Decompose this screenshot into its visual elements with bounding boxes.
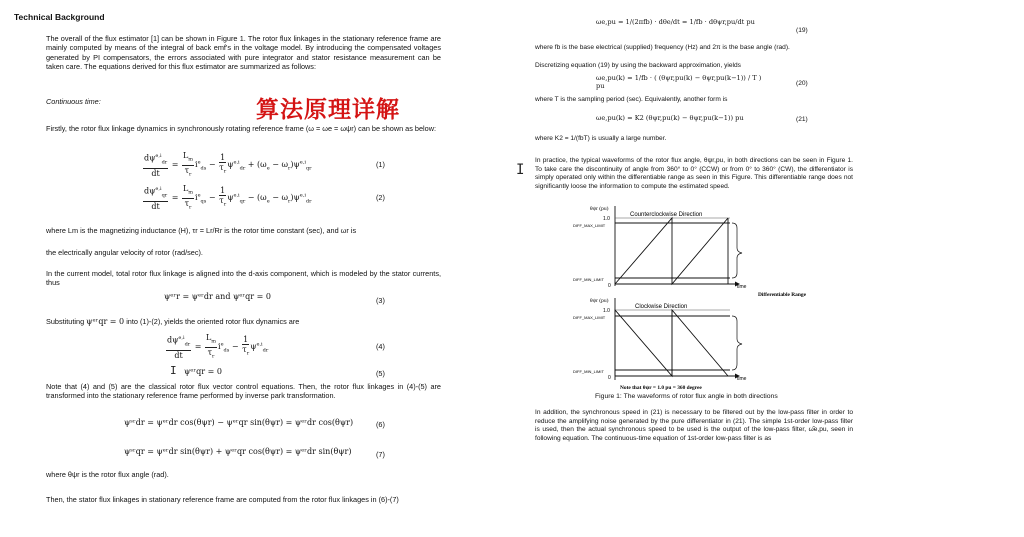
ccw-max-label: DIFF_MAX_LIMIT (573, 223, 606, 228)
ccw-one-label: 1.0 (603, 216, 610, 222)
rotor-flux-angle-figure (560, 198, 830, 408)
equation-21-number: (21) (796, 116, 808, 123)
figure-note: Note that θψr = 1.0 pu = 360 degree (620, 385, 702, 391)
chinese-banner: 算法原理详解 (256, 97, 400, 123)
equation-20: ωe,pu(k) = 1/fb · ( (θψr,pu(k) − θψr,pu(k−1)) / T ) pu (596, 74, 762, 90)
where-theta-paragraph: where θψr is the rotor flux angle (rad). (46, 470, 169, 479)
cw-range-brace (732, 316, 742, 370)
firstly-paragraph: Firstly, the rotor flux linkage dynamics in synchronously rotating reference frame (ω = ωe = ωψr) can be shown as below: (46, 124, 437, 133)
equation-21: ωe,pu(k) = K2 (θψr,pu(k) − θψr,pu(k−1)) pu (596, 114, 744, 122)
equation-2-number: (2) (376, 193, 385, 202)
cw-theta-label: θψr (pu) (590, 298, 609, 304)
cw-title: Clockwise Direction (635, 304, 688, 310)
equation-19-number: (19) (796, 27, 808, 34)
substituting-line: Substituting ψᵉʳqr = 0 into (1)-(2), yields the oriented rotor flux dynamics are (46, 317, 300, 326)
cw-zero-label: 0 (608, 375, 611, 381)
equation-4: $\frac{d\psi^{e,i}_{dr}}{dt}$ = $\frac{L_m}{\tau_r}$ $i^e_{ds}$ − $\frac{1}{\tau_r}$ $\psi^{e,i}_{dr}$ (167, 333, 269, 360)
equation-7: ψˢʳqr = ψᵉʳdr sin(θψr) + ψᵉʳqr cos(θψr) = ψᵉʳdr sin(θψr) (124, 447, 352, 456)
ccw-min-label: DIFF_MIN_LIMIT (573, 277, 604, 282)
cw-waveform (615, 310, 728, 376)
where-fb-paragraph: where fb is the base electrical (supplied) frequency (Hz) and 2π is the base angle (rad). (535, 44, 790, 51)
equation-6-number: (6) (376, 420, 385, 429)
ccw-range-brace (732, 223, 742, 278)
text-cursor-icon: I (170, 364, 177, 377)
in-practice-paragraph: In practice, the typical waveforms of the rotor flux angle, θψr,pu, in both directions can be seen in Figure 1. To take care the discontinuity of angle from 360° to 0° (CCW) or from 0° to 360° (CW), the differentiator is simply operated only within the differentiable range as seen in this Figure. This differentiable range does not significantly loose the information to compute the estimated speed. (535, 157, 853, 190)
ccw-zero-label: 0 (608, 283, 611, 289)
text-cursor-icon-right: I (516, 162, 525, 178)
equation-2: $\frac{d\psi^{e,i}_{qr}}{dt}$ = $\frac{L_m}{\tau_r}$ $i^e_{qs}$ − $\frac{1}{\tau_r}$ $\psi^{e,i}_{qr} - (\omega_e - \omega_r)\psi^{e,i}_{dr}$ (144, 184, 312, 211)
equation-1: $\frac{d\psi^{e,i}_{dr}}{dt}$ = $\frac{L_m}{\tau_r}$ $i^e_{ds}$ − $\frac{1}{\tau_r}$ $\psi^{e,i}_{dr} + (\omega_e - \omega_r)\psi^{e,i}_{qr}$ (144, 151, 312, 178)
figure-caption: Figure 1: The waveforms of rotor flux angle in both directions (595, 393, 778, 400)
where-lm-paragraph: where Lm is the magnetizing inductance (H), τr = Lr/Rr is the rotor time constant (sec), and ωr is (46, 226, 357, 235)
where-T-paragraph: where T is the sampling period (sec). Equivalently, another form is (535, 96, 728, 103)
where-k2-paragraph: where K2 = 1/(fbT) is usually a large number. (535, 135, 667, 142)
ccw-theta-label: θψr (pu) (590, 206, 609, 212)
cw-time-label: time (737, 376, 747, 382)
differentiable-range-label: Differentiable Range (758, 292, 806, 298)
equation-1-number: (1) (376, 160, 385, 169)
current-model-paragraph: In the current model, total rotor flux linkage is aligned into the d-axis component, which is modeled by the stator currents, thus (46, 269, 441, 288)
then-stator-paragraph: Then, the stator flux linkages in stationary reference frame are computed from the rotor flux linkages in (6)-(7) (46, 495, 399, 504)
cw-one-label: 1.0 (603, 308, 610, 314)
cw-max-label: DIFF_MAX_LIMIT (573, 315, 606, 320)
where-lm-tail: the electrically angular velocity of rotor (rad/sec). (46, 248, 203, 257)
addition-paragraph: In addition, the synchronous speed in (21) is necessary to be filtered out by the low-pass filter in order to reduce the amplifying noise generated by the pure differentiator in (21). The simple 1st-order low-pass filter is used, then the actual synchronous speed to be used is the output of the low-pass filter, ω̂e,pu, seen in following equation. The continuous-time equation of 1st-order low-pass filter is as (535, 409, 853, 442)
equation-3-number: (3) (376, 296, 385, 305)
section-heading: Technical Background (14, 12, 105, 22)
equation-4-number: (4) (376, 342, 385, 351)
equation-20-number: (20) (796, 80, 808, 87)
ccw-time-label: time (737, 284, 747, 290)
ccw-title: Counterclockwise Direction (630, 212, 703, 218)
equation-19: ωe,pu = 1/(2πfb) · dθe/dt = 1/fb · dθψr,pu/dt pu (596, 18, 755, 26)
equation-5: ψᵉʳqr = 0 (184, 367, 222, 376)
discretizing-paragraph: Discretizing equation (19) by using the backward approximation, yields (535, 62, 741, 69)
note-45-paragraph: Note that (4) and (5) are the classical rotor flux vector control equations. Then, the rotor flux linkages in (4)-(5) are transformed into the stationary reference frame performed by inverse park transformation. (46, 382, 441, 401)
continuous-time-label: Continuous time: (46, 97, 101, 106)
cw-min-label: DIFF_MIN_LIMIT (573, 369, 604, 374)
intro-paragraph: The overall of the flux estimator [1] can be shown in Figure 1. The rotor flux linkages in the stationary reference frame are mainly computed by means of the integral of back emf's in the voltage model. By introducing the compensated voltages generated by PI compensators, the errors associated with pure integrator and stator resistance measurement can be taken care. The equations derived for this flux estimator are summarized as follows: (46, 34, 441, 72)
equation-7-number: (7) (376, 450, 385, 459)
ccw-waveform (615, 218, 728, 284)
equation-6: ψˢʳdr = ψᵉʳdr cos(θψr) − ψᵉʳqr sin(θψr) = ψᵉʳdr cos(θψr) (124, 418, 354, 427)
equation-5-number: (5) (376, 369, 385, 378)
equation-3: ψᵉʳr = ψᵉʳdr and ψᵉʳqr = 0 (164, 292, 271, 301)
